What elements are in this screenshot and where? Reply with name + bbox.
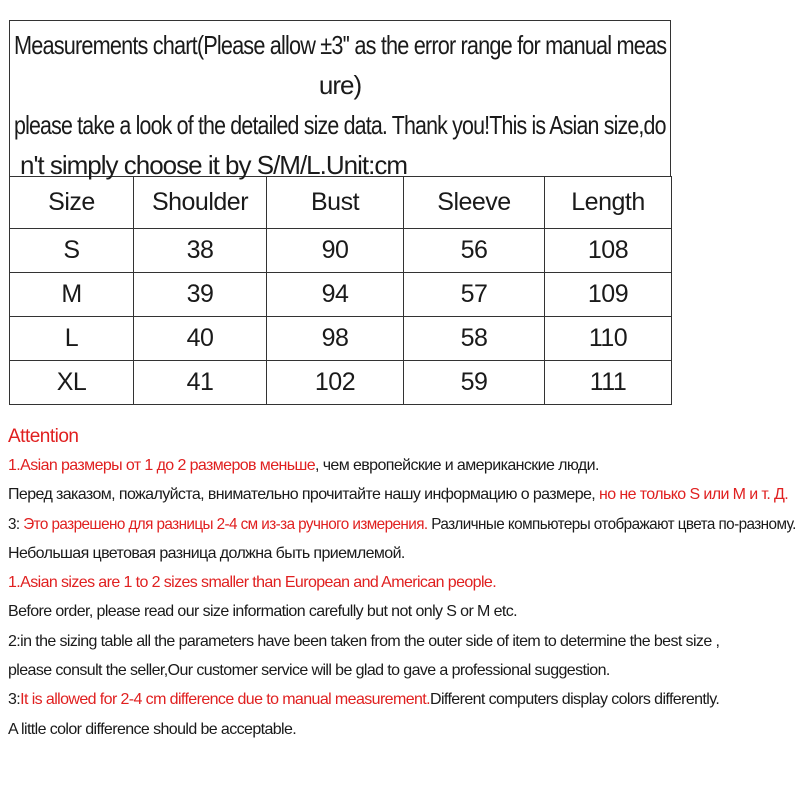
attention-heading: Attention — [8, 426, 79, 447]
table-cell: 58 — [404, 317, 545, 361]
table-cell: 108 — [545, 229, 672, 273]
size-table — [9, 176, 672, 405]
header-line-2: ure) — [318, 70, 362, 100]
table-cell: 56 — [404, 229, 545, 273]
table-cell: 111 — [545, 361, 672, 405]
table-cell: XL — [10, 361, 134, 405]
table-cell: 39 — [134, 273, 267, 317]
note-text: 3: — [8, 691, 21, 709]
table-cell: 102 — [267, 361, 404, 405]
note-line-ru-4: Небольшая цветовая разница должна быть приемлемой. — [8, 544, 405, 562]
note-text: 3: — [8, 515, 24, 533]
table-cell: 94 — [267, 273, 404, 317]
table-row — [10, 229, 672, 273]
note-text: Перед заказом, пожалуйста, внимательно прочитайте нашу информацию о размере, — [8, 486, 599, 504]
table-cell: 59 — [404, 361, 545, 405]
table-cell: S — [10, 229, 134, 273]
table-cell: M — [10, 273, 134, 317]
note-highlight: 1.Asian размеры от 1 до 2 размеров меньше — [8, 457, 315, 474]
column-header: Sleeve — [404, 177, 545, 229]
chart-header — [9, 20, 671, 180]
note-line-en-2: Before order, please read our size information carefully but not only S or M etc. — [8, 603, 518, 621]
note-line-ru-2 — [8, 480, 798, 509]
table-cell: 98 — [267, 317, 404, 361]
table-cell: 40 — [134, 317, 267, 361]
column-header: Length — [545, 177, 672, 229]
note-text: Различные компьютеры отображают цвета по-разному. — [427, 515, 796, 533]
table-row — [10, 273, 672, 317]
table-cell: 90 — [267, 229, 404, 273]
note-highlight: но не только S или M и т. Д. — [599, 486, 789, 504]
table-row — [10, 317, 672, 361]
header-line-3: please take a look of the detailed size data. Thank you!This is Asian size,do — [14, 110, 666, 140]
size-chart — [9, 20, 671, 405]
note-line-en-6: A little color difference should be acceptable. — [8, 720, 297, 738]
note-line-ru-1 — [8, 451, 798, 480]
note-line-ru-3 — [8, 510, 796, 539]
table-cell: L — [10, 317, 134, 361]
note-line-en-5 — [8, 685, 798, 714]
column-header: Shoulder — [134, 177, 267, 229]
table-cell: 110 — [545, 317, 672, 361]
notes-section — [8, 423, 798, 744]
note-line-en-3: 2:in the sizing table all the parameters have been taken from the outer side of item to determine the best size , — [8, 632, 720, 650]
header-line-4: n't simply choose it by S/M/L.Unit:cm — [20, 150, 407, 180]
column-header: Bust — [267, 177, 404, 229]
note-line-en-4: please consult the seller,Our customer service will be glad to gave a professional suggestion. — [8, 662, 610, 680]
table-cell: 109 — [545, 273, 672, 317]
table-row — [10, 361, 672, 405]
column-header: Size — [10, 177, 134, 229]
note-text: Different computers display colors differently. — [430, 691, 720, 709]
note-text: , чем европейские и американские люди. — [315, 457, 599, 474]
note-highlight: It is allowed for 2-4 cm difference due to manual measurement. — [20, 691, 430, 709]
table-cell: 38 — [134, 229, 267, 273]
header-line-1: Measurements chart(Please allow ±3'' as the error range for manual meas — [14, 30, 667, 60]
table-cell: 41 — [134, 361, 267, 405]
note-highlight: Это разрешено для разницы 2-4 см из-за ручного измерения. — [23, 515, 428, 533]
table-cell: 57 — [404, 273, 545, 317]
note-line-en-1: 1.Asian sizes are 1 to 2 sizes smaller than European and American people. — [8, 574, 497, 592]
